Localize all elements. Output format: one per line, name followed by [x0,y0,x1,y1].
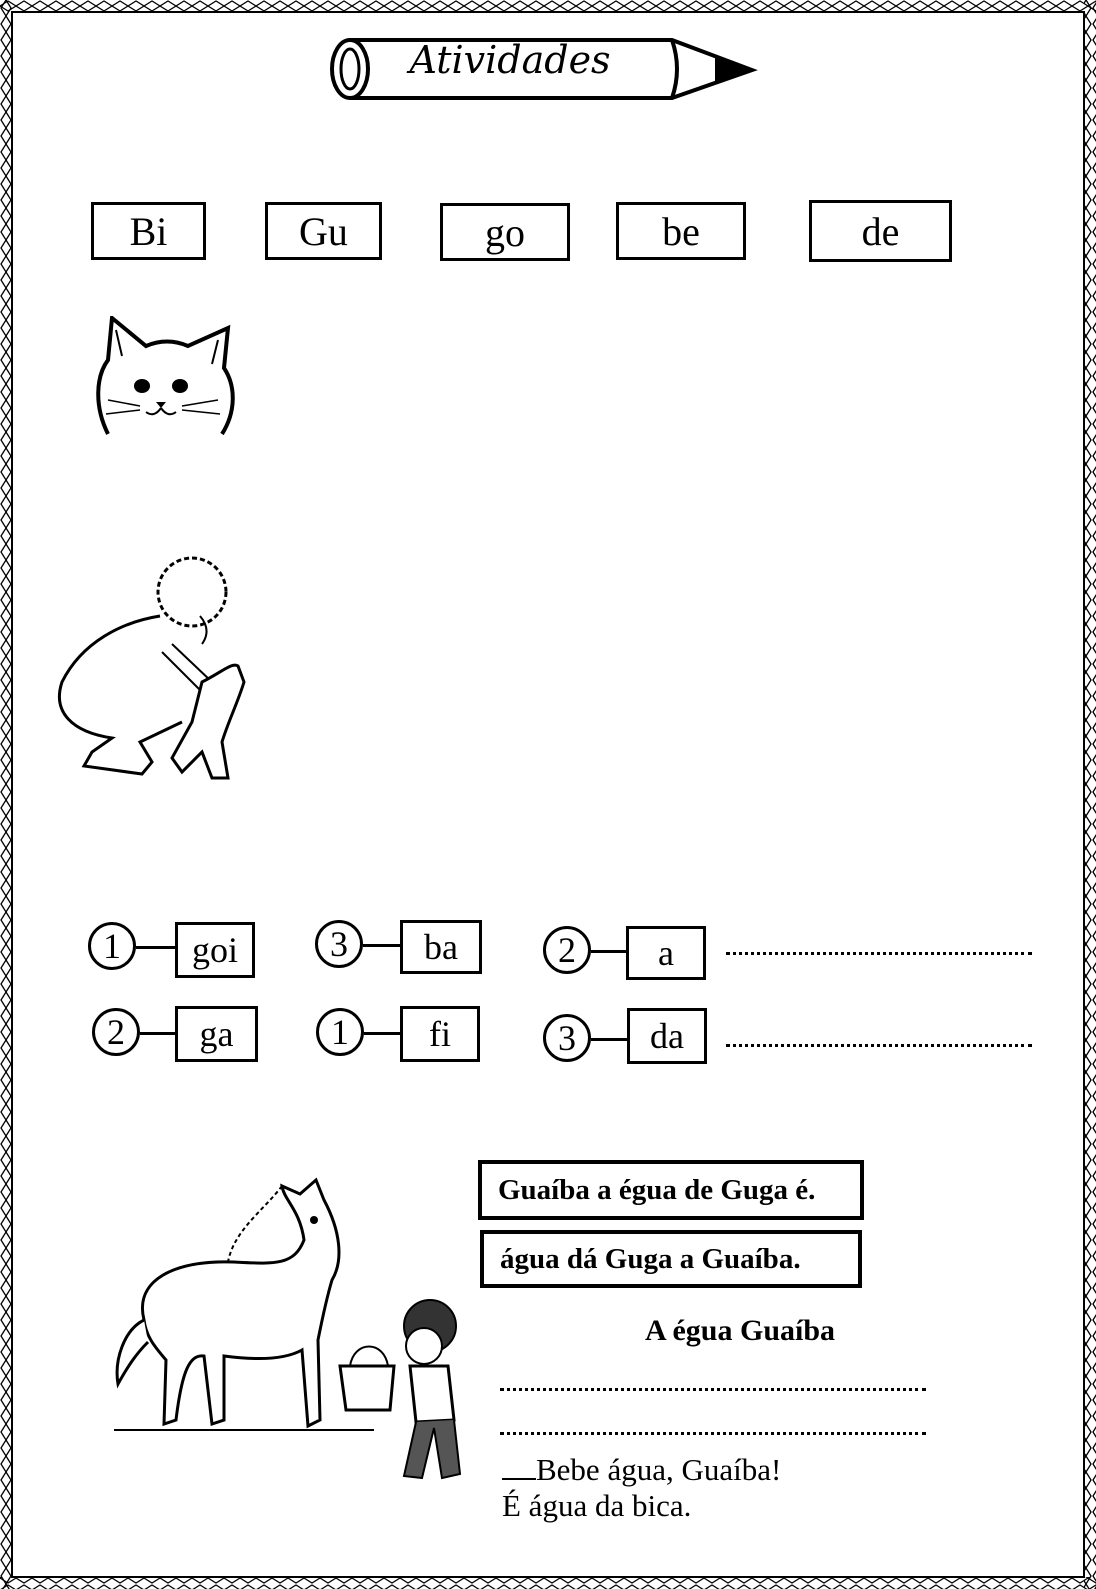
connector-line [136,946,176,949]
syllable-box: ga [175,1006,258,1062]
number-circle: 3 [543,1014,591,1062]
title-pencil [320,34,760,104]
number-circle: 2 [543,926,591,974]
connector-line [591,950,627,953]
syllable-box: ba [400,920,482,974]
connector-line [591,1038,628,1041]
text-line-1 [502,1452,781,1488]
horse-and-boy-icon [104,1170,484,1490]
syllable-box: be [616,202,746,260]
syllable-box: Bi [91,202,206,260]
page-title: Atividades [409,38,611,82]
connector-line [364,1032,402,1035]
number-circle: 1 [316,1008,364,1056]
syllable-box: fi [400,1006,480,1062]
connector-line [140,1032,176,1035]
syllable-box: goi [175,922,255,978]
answer-line[interactable] [726,1044,1032,1047]
number-circle: 1 [88,922,136,970]
text-line-1-content: Bebe água, Guaíba! [536,1452,782,1487]
number-circle: 3 [315,920,363,968]
answer-line[interactable] [500,1432,926,1435]
cat-icon [90,316,240,436]
syllable-box: da [627,1008,707,1064]
text-line-2: É água da bica. [502,1488,692,1523]
blank-line[interactable] [502,1478,536,1480]
syllable-box: a [626,926,706,980]
syllable-box: Gu [265,202,382,260]
connector-line [363,944,401,947]
syllable-box: go [440,203,570,261]
answer-line[interactable] [726,952,1032,955]
scrambled-sentence-box: água dá Guga a Guaíba. [480,1230,862,1288]
answer-line[interactable] [500,1388,926,1391]
syllable-box: de [809,200,952,262]
scrambled-sentence-box: Guaíba a égua de Guga é. [478,1160,864,1220]
number-circle: 2 [92,1008,140,1056]
text-title: A égua Guaíba [644,1314,836,1347]
boy-with-cat-icon [52,552,252,792]
